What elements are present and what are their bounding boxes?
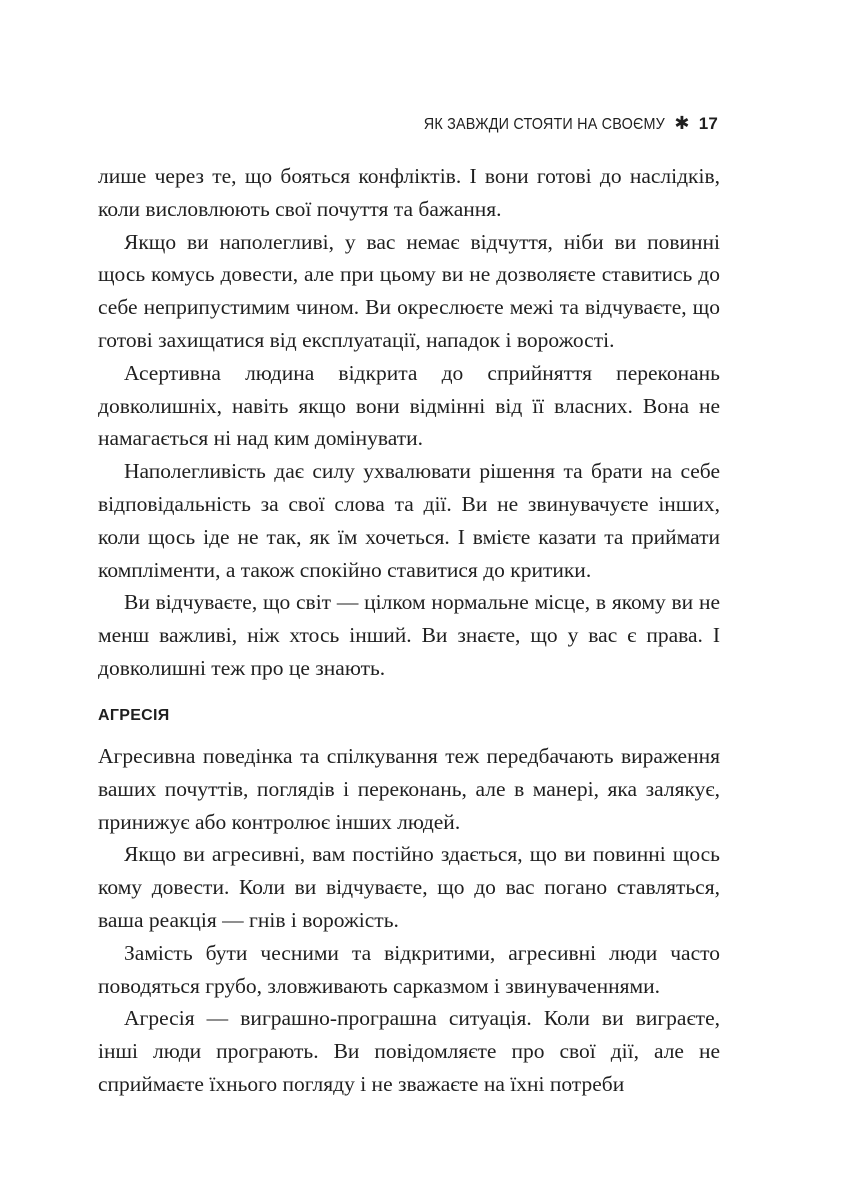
paragraph: лише через те, що бояться конфліктів. І вони готові до наслідків, коли висловлюють свої почуття та бажання. xyxy=(98,164,720,221)
paragraph: Ви відчуваєте, що світ — цілком нормальне місце, в якому ви не менш важливі, ніж хтось інший. Ви знаєте, що у вас є права. І довколишні теж про це знають. xyxy=(98,590,720,680)
section-heading: АГРЕСІЯ xyxy=(98,707,170,724)
paragraph: Якщо ви агресивні, вам постійно здається, що ви повинні щось кому довести. Коли ви відчуваєте, що до вас погано ставляться, ваша реакція — гнів і ворожість. xyxy=(98,842,720,932)
running-header xyxy=(397,113,718,134)
body-text-top xyxy=(98,160,720,685)
paragraph: Агресія — виграшно-програшна ситуація. Коли ви виграєте, інші люди програють. Ви повідомляєте про свої дії, але не сприймаєте їхнього погляду і не зважаєте на їхні потреби xyxy=(98,1006,720,1096)
paragraph: Агресивна поведінка та спілкування теж передбачають вираження ваших почуттів, поглядів і переконань, але в манері, яка залякує, принижує або контролює інших людей. xyxy=(98,744,720,834)
running-title: ЯК ЗАВЖДИ СТОЯТИ НА СВОЄМУ xyxy=(424,116,666,133)
body-text-section xyxy=(98,740,720,1101)
asterisk-separator-icon: ✱ xyxy=(674,113,690,133)
paragraph: Асертивна людина відкрита до сприйняття переконань довколишніх, навіть якщо вони відмінні від її власних. Вона не намагається ні над ким домінувати. xyxy=(98,360,720,451)
paragraph: Якщо ви наполегливі, у вас немає відчуття, ніби ви повинні щось комусь довести, але при цьому ви не дозволяєте ставитись до себе неприпустимим чином. Ви окреслюєте межі та відчуваєте, що готові захищатися від експлуатації, нападок і ворожості. xyxy=(98,229,720,352)
paragraph: Замість бути чесними та відкритими, агресивні люди часто поводяться грубо, зловживають сарказмом і звинуваченнями. xyxy=(98,940,720,998)
page-number: 17 xyxy=(698,114,718,133)
paragraph: Наполегливість дає силу ухвалювати рішення та брати на себе відповідальність за свої слова та дії. Ви не звинувачуєте інших, коли щось іде не так, як їм хочеться. І вмієте казати та приймати компліменти, а також спокійно ставитися до критики. xyxy=(98,459,720,582)
